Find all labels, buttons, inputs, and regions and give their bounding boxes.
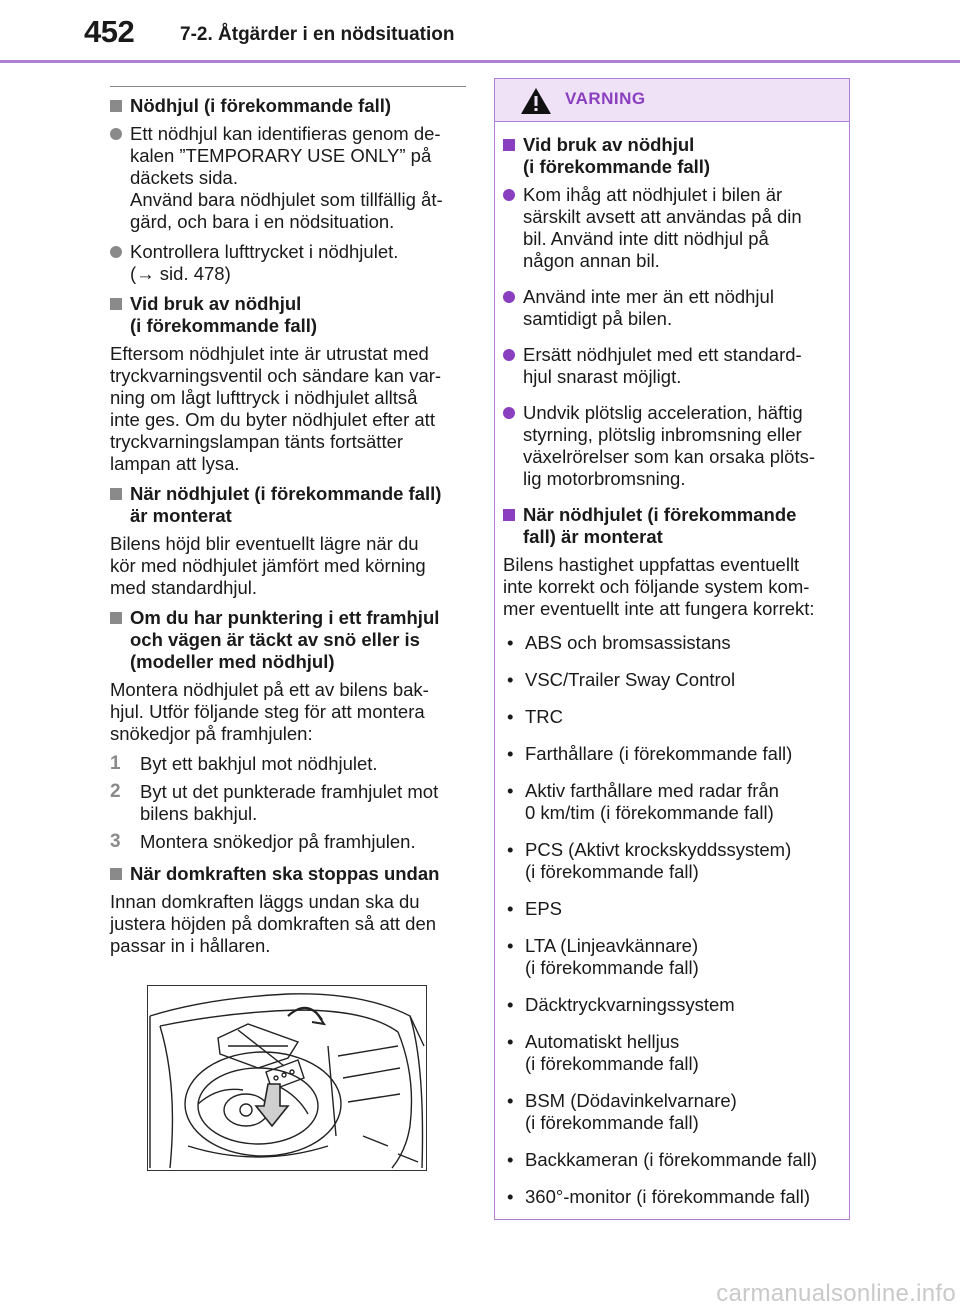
warning-bullet — [503, 286, 841, 330]
square-bullet-icon — [110, 612, 122, 624]
step-text: Byt ett bakhjul mot nödhjulet. — [140, 753, 378, 774]
heading-text: Om du har punktering i ett framhjul och vägen är täckt av snö eller is (modeller med nödhjul) — [130, 607, 440, 672]
bullet-text: Ett nödhjul kan identifieras genom de- kalen ”TEMPORARY USE ONLY” på däckets sida. Använd bara nödhjulet som tillfällig åt- gärd, och bara i en nödsituation. — [130, 123, 443, 232]
heading-text: När domkraften ska stoppas undan — [130, 863, 440, 884]
square-bullet-icon — [110, 488, 122, 500]
bullet-text: Kontrollera lufttrycket i nödhjulet. (→ sid. 478) — [130, 241, 399, 284]
warning-triangle-icon — [519, 86, 553, 121]
warning-label: VARNING — [565, 89, 646, 108]
list-item: • Backkameran (i förekommande fall) — [507, 1149, 817, 1170]
square-bullet-icon — [503, 509, 515, 521]
list-item: • Automatiskt helljus (i förekommande fall) — [507, 1031, 699, 1074]
paragraph: Bilens hastighet uppfattas eventuellt inte korrekt och följande system kom- mer eventuellt inte att fungera korrekt: — [503, 554, 815, 619]
bullet-text: Använd inte mer än ett nödhjul samtidigt på bilen. — [523, 286, 774, 329]
square-bullet-icon — [110, 298, 122, 310]
heading-text: När nödhjulet (i förekommande fall) är monterat — [523, 504, 797, 547]
header-rule — [0, 60, 960, 63]
heading-text: Nödhjul (i förekommande fall) — [130, 95, 392, 116]
round-bullet-icon — [503, 189, 515, 201]
square-bullet-icon — [110, 868, 122, 880]
warning-box — [494, 78, 850, 1220]
heading-text: Vid bruk av nödhjul (i förekommande fall) — [130, 293, 318, 336]
list-item: • Däcktryckvarningssystem — [507, 994, 735, 1015]
step-number: 1 — [110, 753, 121, 774]
heading-stow-jack — [110, 863, 466, 885]
list-item: • ABS och bromsassistans — [507, 632, 731, 653]
round-bullet-icon — [110, 246, 122, 258]
heading-text: När nödhjulet (i förekommande fall) är monterat — [130, 483, 442, 526]
warning-bullet — [503, 402, 841, 490]
list-item: • BSM (Dödavinkelvarnare) (i förekommande fall) — [507, 1090, 737, 1133]
list-item: • VSC/Trailer Sway Control — [507, 669, 736, 690]
bullet-text: Kom ihåg att nödhjulet i bilen är särskilt avsett att användas på din bil. Använd inte ditt nödhjul på någon annan bil. — [523, 184, 802, 271]
step-text: Montera snökedjor på framhjulen. — [140, 831, 416, 852]
step-item — [110, 831, 466, 853]
step-item — [110, 753, 466, 775]
heading-front-puncture — [110, 607, 466, 673]
step-text: Byt ut det punkterade framhjulet mot bilens bakhjul. — [140, 781, 439, 824]
warning-heading-using-spare — [503, 134, 841, 178]
warning-bullet — [503, 344, 841, 388]
list-item: • EPS — [507, 898, 563, 919]
warning-heading-spare-mounted — [503, 504, 841, 548]
round-bullet-icon — [503, 291, 515, 303]
paragraph: Bilens höjd blir eventuellt lägre när du kör med nödhjulet jämfört med körning med standardhjul. — [110, 533, 426, 598]
round-bullet-icon — [503, 407, 515, 419]
heading-text: Vid bruk av nödhjul (i förekommande fall) — [523, 134, 711, 177]
jack-stowage-illustration — [147, 985, 427, 1171]
left-column — [110, 86, 466, 965]
list-item: • TRC — [507, 706, 564, 727]
step-number: 3 — [110, 831, 121, 852]
watermark: carmanualsonline.info — [716, 1280, 956, 1307]
bullet-item — [110, 241, 466, 285]
list-item: • LTA (Linjeavkännare) (i förekommande fall) — [507, 935, 699, 978]
column-top-rule — [110, 86, 466, 87]
jack-stowage-icon — [148, 986, 425, 1169]
list-item: • 360°-monitor (i förekommande fall) — [507, 1186, 811, 1207]
step-item — [110, 781, 466, 825]
list-item: • Farthållare (i förekommande fall) — [507, 743, 793, 764]
round-bullet-icon — [110, 128, 122, 140]
section-title: 7-2. Åtgärder i en nödsituation — [180, 24, 455, 45]
warning-body — [495, 122, 849, 1208]
bullet-text: Undvik plötslig acceleration, häftig styrning, plötslig inbromsning eller växelrörelser som kan orsaka plöts- lig motorbromsning. — [523, 402, 815, 489]
warning-header — [495, 79, 849, 122]
square-bullet-icon — [110, 100, 122, 112]
bullet-item — [110, 123, 466, 233]
system-list — [503, 632, 841, 1208]
page-header — [0, 0, 960, 62]
heading-spare-mounted — [110, 483, 466, 527]
heading-using-spare — [110, 293, 466, 337]
warning-bullet — [503, 184, 841, 272]
list-item: • Aktiv farthållare med radar från 0 km/tim (i förekommande fall) — [507, 780, 779, 823]
bullet-text: Ersätt nödhjulet med ett standard- hjul snarast möjligt. — [523, 344, 802, 387]
list-item: • PCS (Aktivt krockskyddssystem) (i förekommande fall) — [507, 839, 792, 882]
round-bullet-icon — [503, 349, 515, 361]
paragraph: Innan domkraften läggs undan ska du justera höjden på domkraften så att den passar in i hållaren. — [110, 891, 437, 956]
paragraph: Montera nödhjulet på ett av bilens bak- hjul. Utför följande steg för att montera snökedjor på framhjulen: — [110, 679, 429, 744]
step-number: 2 — [110, 781, 121, 802]
page-number: 452 — [84, 14, 135, 49]
paragraph: Eftersom nödhjulet inte är utrustat med tryckvarningsventil och sändare kan var- ning om lågt lufttryck i nödhjulet alltså inte ges. Om du byter nödhjulet efter att tryckvarningslampan tänts fortsätter lampan att lysa. — [110, 343, 442, 474]
heading-spare-wheel — [110, 95, 466, 117]
square-bullet-icon — [503, 139, 515, 151]
